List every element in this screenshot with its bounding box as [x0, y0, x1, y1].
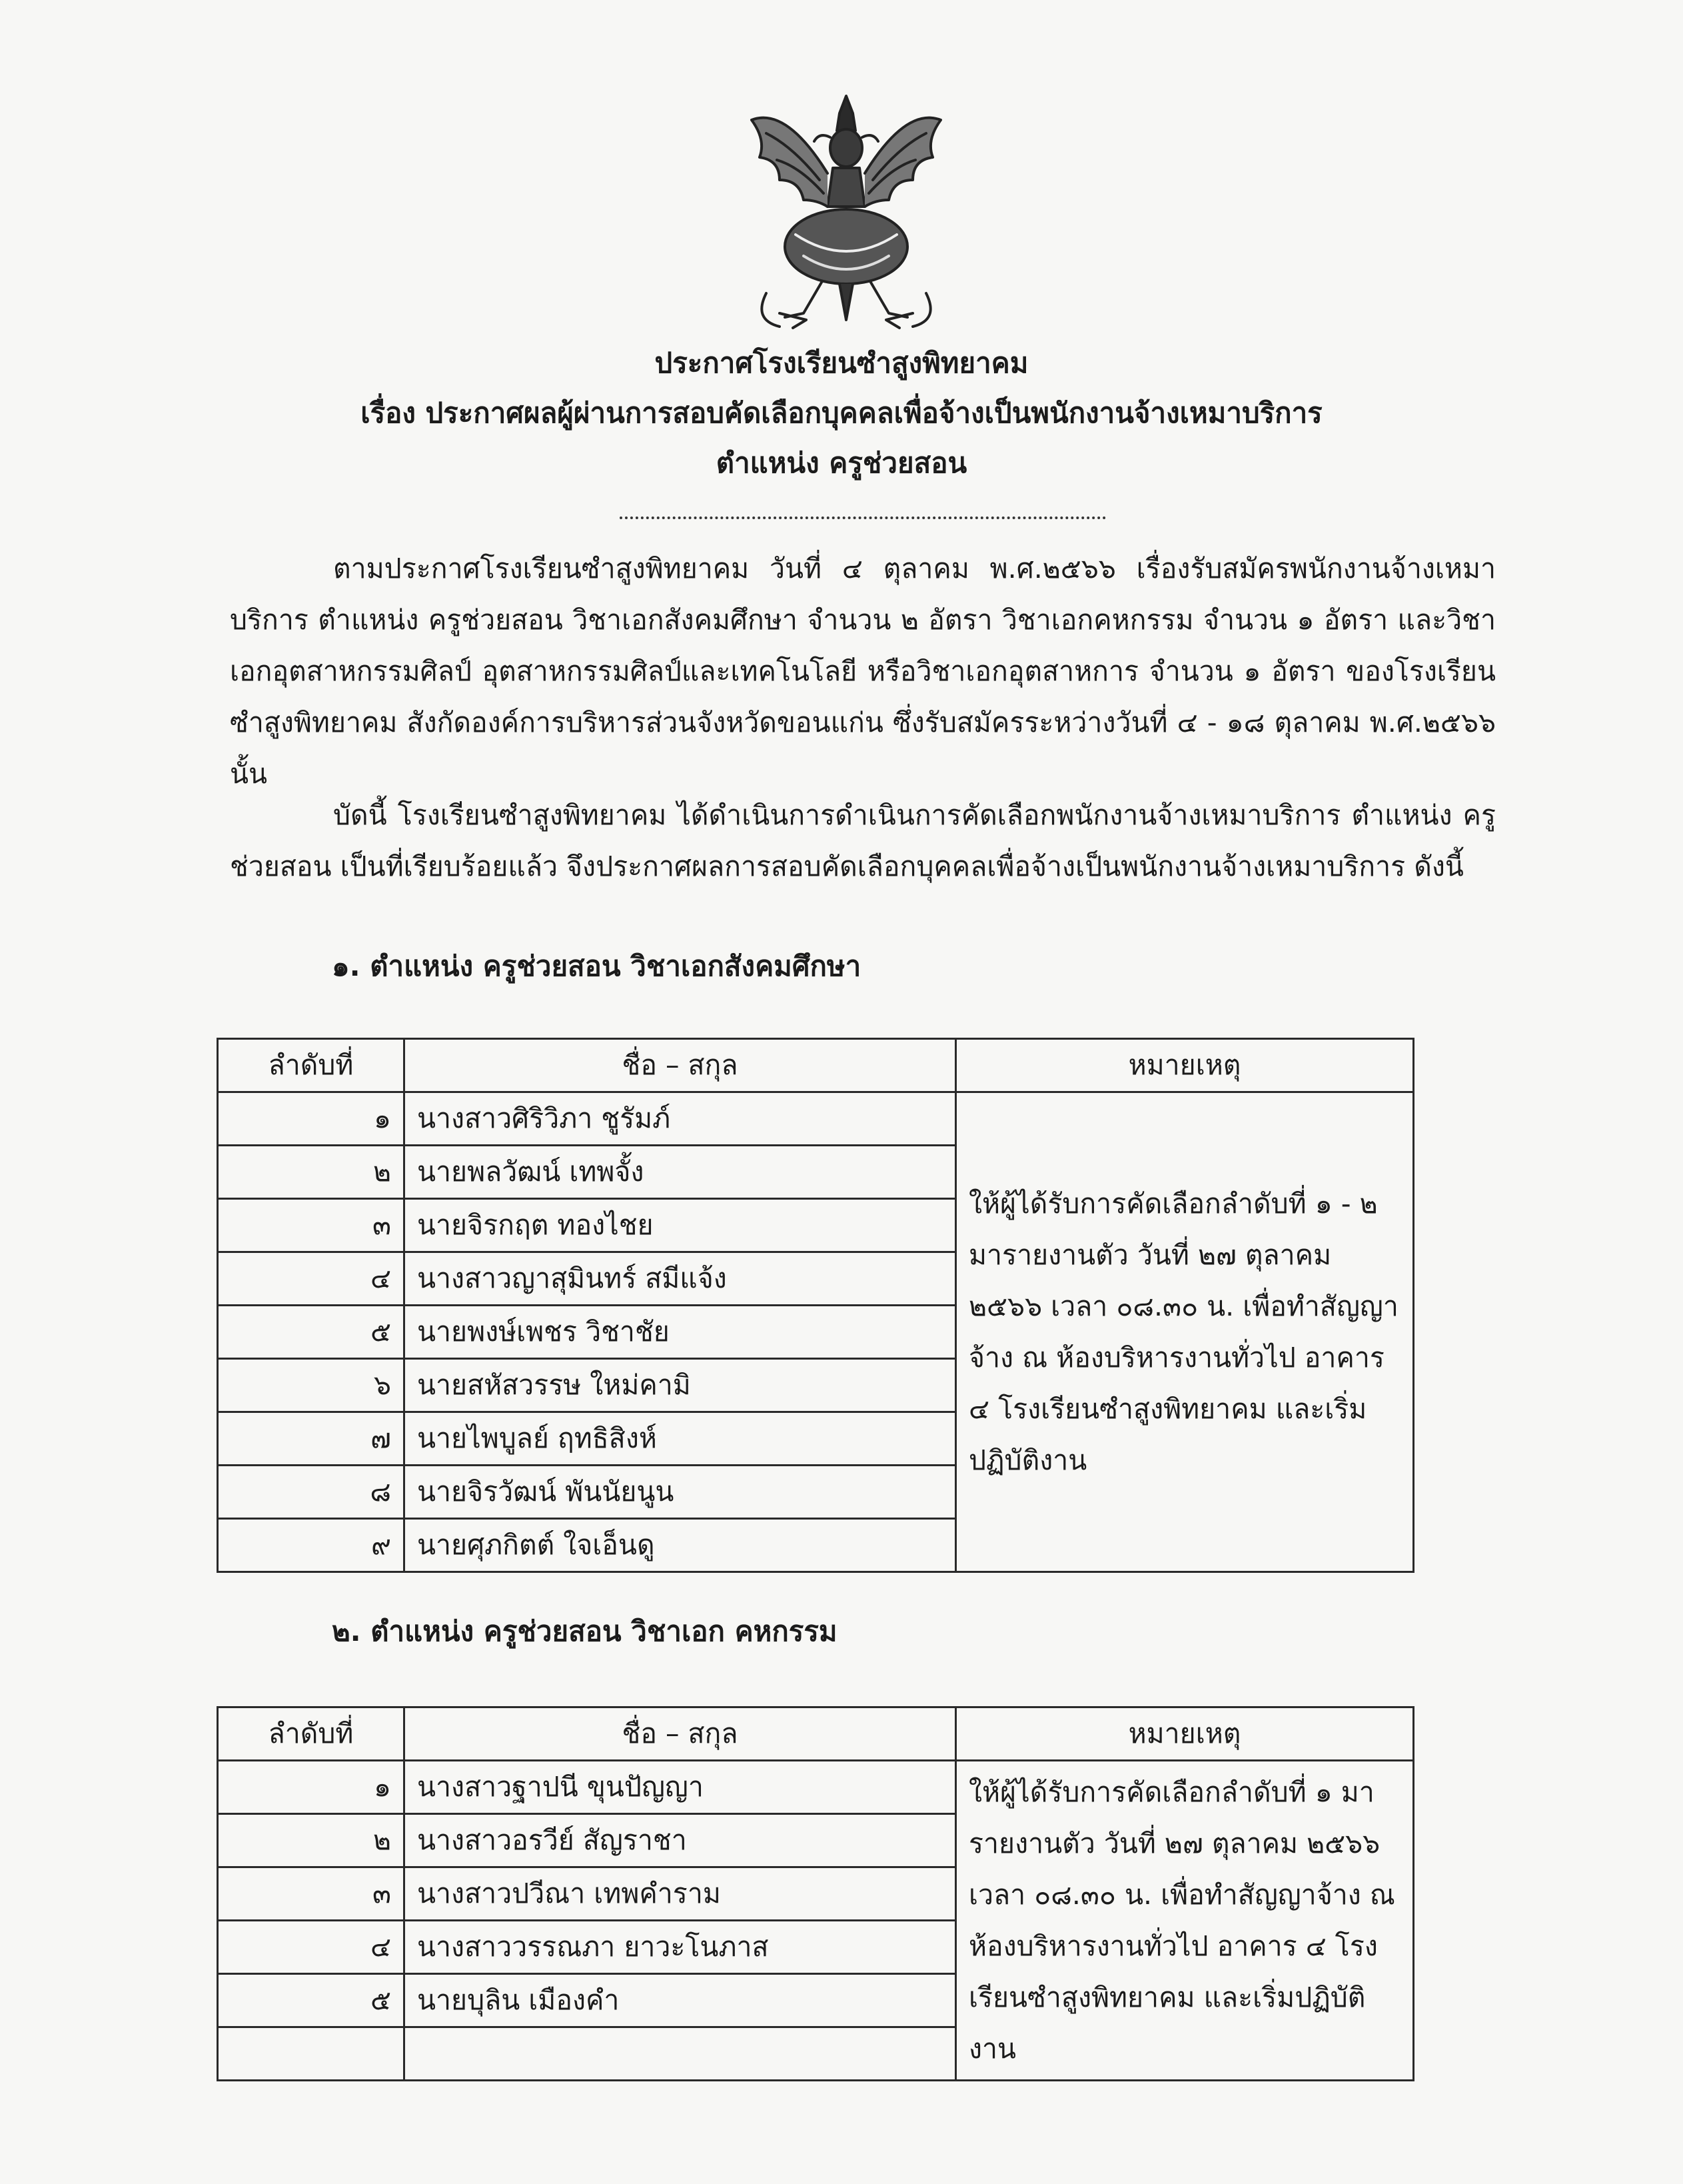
candidate-name: นายพงษ์เพชร วิชาชัย: [404, 1306, 956, 1359]
row-number: ๒: [218, 1814, 404, 1867]
candidate-name: นางสาวอรวีย์ สัญราชา: [404, 1814, 956, 1867]
candidate-name: นายพลวัฒน์ เทพจั้ง: [404, 1146, 956, 1199]
row-number: ๔: [218, 1921, 404, 1974]
row-number: ๑: [218, 1092, 404, 1146]
announcement-subject: เรื่อง ประกาศผลผู้ผ่านการสอบคัดเลือกบุคคลเพื่อจ้างเป็นพนักงานจ้างเหมาบริการ: [360, 397, 1323, 429]
table-header-row: [218, 1039, 1414, 1092]
candidate-name: นางสาวศิริวิภา ชูรัมภ์: [404, 1092, 956, 1146]
column-header-note: หมายเหตุ: [956, 1707, 1414, 1761]
candidate-name: นางสาวญาสุมินทร์ สมีแจ้ง: [404, 1252, 956, 1306]
column-header-note: หมายเหตุ: [956, 1039, 1414, 1092]
table-header-row: [218, 1707, 1414, 1761]
candidate-name: นายสหัสวรรษ ใหม่คามิ: [404, 1359, 956, 1412]
section1-title: ๑. ตำแหน่ง ครูช่วยสอน วิชาเอกสังคมศึกษา: [332, 950, 861, 982]
empty-cell: [218, 2027, 404, 2081]
note-cell: ให้ผู้ได้รับการคัดเลือกลำดับที่ ๑ มารายงานตัว วันที่ ๒๗ ตุลาคม ๒๕๖๖ เวลา ๐๘.๓๐ น. เพื่อทำสัญญาจ้าง ณ ห้องบริหารงานทั่วไป อาคาร ๔ โรงเรียนซำสูงพิทยาคม และเริ่มปฏิบัติงาน: [956, 1761, 1414, 2081]
row-number: ๕: [218, 1306, 404, 1359]
garuda-emblem: [740, 93, 953, 333]
candidate-name: นายบุลิน เมืองคำ: [404, 1974, 956, 2027]
table-row: [218, 1092, 1414, 1146]
candidate-name: นายศุภกิตต์ ใจเอ็นดู: [404, 1519, 956, 1572]
section2-title: ๒. ตำแหน่ง ครูช่วยสอน วิชาเอก คหกรรม: [332, 1615, 838, 1647]
empty-cell: [404, 2027, 956, 2081]
candidate-name: นางสาววรรณภา ยาวะโนภาส: [404, 1921, 956, 1974]
row-number: ๓: [218, 1867, 404, 1921]
row-number: ๓: [218, 1199, 404, 1252]
section1-table: [217, 1038, 1414, 1573]
candidate-name: นายจิรกฤต ทองไชย: [404, 1199, 956, 1252]
note-cell: ให้ผู้ได้รับการคัดเลือกลำดับที่ ๑ - ๒ มารายงานตัว วันที่ ๒๗ ตุลาคม ๒๕๖๖ เวลา ๐๘.๓๐ น. เพื่อทำสัญญาจ้าง ณ ห้องบริหารงานทั่วไป อาคาร ๔ โรงเรียนซำสูงพิทยาคม และเริ่มปฏิบัติงาน: [956, 1092, 1414, 1572]
row-number: ๕: [218, 1974, 404, 2027]
candidate-name: นางสาวปวีณา เทพคำราม: [404, 1867, 956, 1921]
column-header-name: ชื่อ – สกุล: [404, 1707, 956, 1761]
announcement-position: ตำแหน่ง ครูช่วยสอน: [716, 447, 967, 479]
announcement-title: ประกาศโรงเรียนซำสูงพิทยาคม: [654, 347, 1029, 379]
row-number: ๒: [218, 1146, 404, 1199]
result-paragraph: บัดนี้ โรงเรียนซำสูงพิทยาคม ได้ดำเนินการดำเนินการคัดเลือกพนักงานจ้างเหมาบริการ ตำแหน่ง ครูช่วยสอน เป็นที่เรียบร้อยแล้ว จึงประกาศผลการสอบคัดเลือกบุคคลเพื่อจ้างเป็นพนักงานจ้างเหมาบริการ ดังนี้: [230, 799, 1496, 882]
row-number: ๖: [218, 1359, 404, 1412]
row-number: ๘: [218, 1466, 404, 1519]
column-header-name: ชื่อ – สกุล: [404, 1039, 956, 1092]
candidate-name: นายไพบูลย์ ฤทธิสิงห์: [404, 1412, 956, 1466]
row-number: ๗: [218, 1412, 404, 1466]
row-number: ๑: [218, 1761, 404, 1814]
row-number: ๔: [218, 1252, 404, 1306]
column-header-order: ลำดับที่: [218, 1039, 404, 1092]
table-row: [218, 1761, 1414, 1814]
candidate-name: นางสาวฐาปนี ขุนปัญญา: [404, 1761, 956, 1814]
column-header-order: ลำดับที่: [218, 1707, 404, 1761]
section2-table: [217, 1706, 1414, 2081]
intro-paragraph: ตามประกาศโรงเรียนซำสูงพิทยาคม วันที่ ๔ ตุลาคม พ.ศ.๒๕๖๖ เรื่องรับสมัครพนักงานจ้างเหมาบริการ ตำแหน่ง ครูช่วยสอน วิชาเอกสังคมศึกษา จำนวน ๒ อัตรา วิชาเอกคหกรรม จำนวน ๑ อัตรา และวิชาเอกอุตสาหกรรมศิลป์ อุตสาหกรรมศิลป์และเทคโนโลยี หรือวิชาเอกอุตสาหการ จำนวน ๑ อัตรา ของโรงเรียนซำสูงพิทยาคม สังกัดองค์การบริหารส่วนจังหวัดขอนแก่น ซึ่งรับสมัครระหว่างวันที่ ๔ - ๑๘ ตุลาคม พ.ศ.๒๕๖๖ นั้น: [230, 552, 1496, 790]
dotted-divider: [620, 517, 1106, 519]
row-number: ๙: [218, 1519, 404, 1572]
candidate-name: นายจิรวัฒน์ พันนัยนูน: [404, 1466, 956, 1519]
